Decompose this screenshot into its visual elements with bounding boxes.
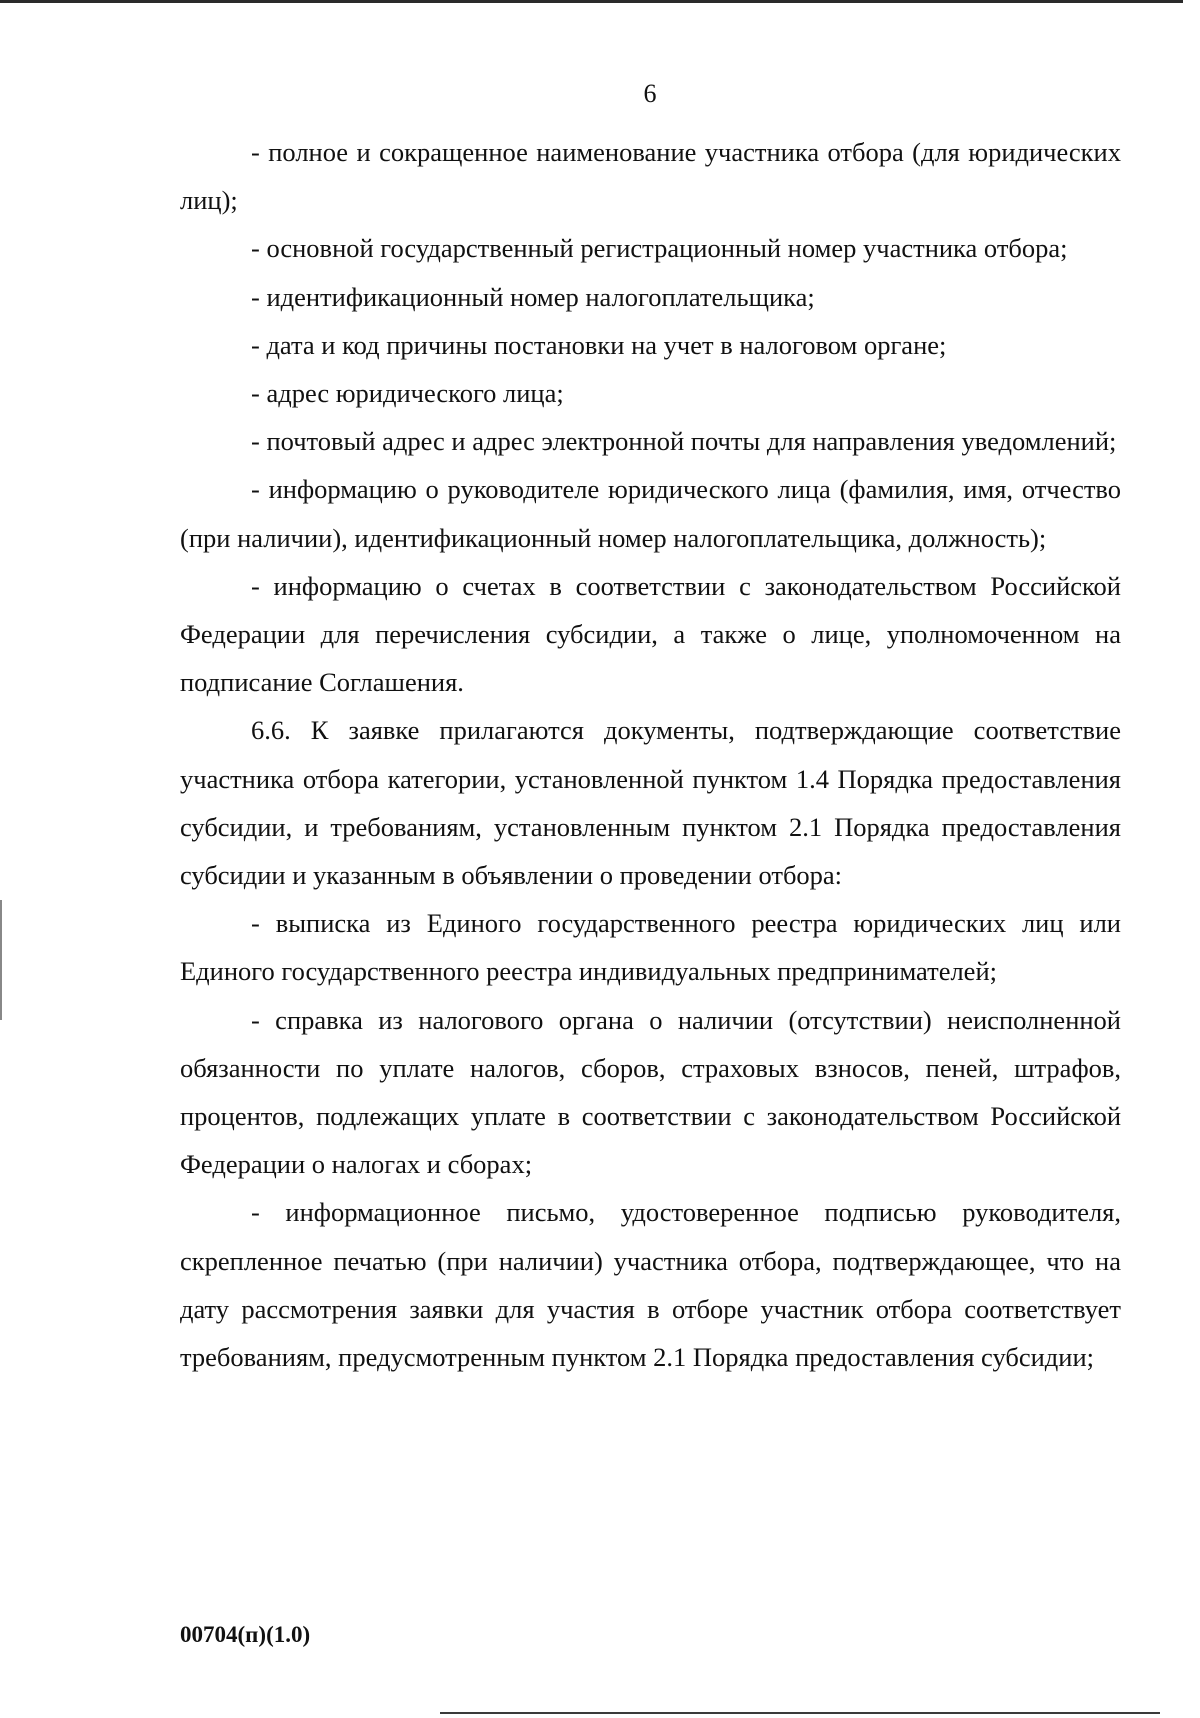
page-number: 6 — [643, 79, 657, 108]
paragraph-director-info: - информацию о руководителе юридического лица (фамилия, имя, отчество (при наличии), идентификационный номер налогоплательщика, должность); — [180, 474, 1121, 553]
scan-bottom-border — [440, 1712, 1160, 1714]
paragraph-ogrn: - основной государственный регистрационный номер участника отбора; — [251, 233, 1068, 264]
paragraph-egrul-extract: - выписка из Единого государственного реестра юридических лиц или Единого государственного реестра индивидуальных предпринимателей; — [180, 908, 1121, 987]
paragraph-postal-address: - почтовый адрес и адрес электронной почты для направления уведомлений; — [251, 426, 1117, 457]
paragraph-inn: - идентификационный номер налогоплательщика; — [251, 281, 815, 312]
document-code: 00704(п)(1.0) — [180, 1622, 311, 1647]
paragraph-tax-certificate: - справка из налогового органа о наличии (отсутствии) неисполненной обязанности по уплате налогов, сборов, страховых взносов, пеней, штрафов, процентов, подлежащих уплате в соответствии с законодательством Российской Федерации о налогах и сборах; — [180, 1004, 1121, 1180]
paragraph-kpp: - дата и код причины постановки на учет в налоговом органе; — [251, 329, 947, 360]
paragraph-full-name: - полное и сокращенное наименование участника отбора (для юридических лиц); — [180, 137, 1121, 216]
paragraph-information-letter: - информационное письмо, удостоверенное подписью руководителя, скрепленное печатью (при наличии) участника отбора, подтверждающее, что на дату рассмотрения заявки для участия в отборе участник отбора соответствует требованиям, предусмотренным пунктом 2.1 Порядка предоставления субсидии; — [180, 1197, 1121, 1373]
paragraph-section-6-6: 6.6. К заявке прилагаются документы, подтверждающие соответствие участника отбора категории, установленной пунктом 1.4 Порядка предоставления субсидии, и требованиям, установленным пунктом 2.1 Порядка предоставления субсидии и указанным в объявлении о проведении отбора: — [180, 715, 1121, 891]
paragraph-accounts-info: - информацию о счетах в соответствии с законодательством Российской Федерации для перечисления субсидии, а также о лице, уполномоченном на подписание Соглашения. — [180, 570, 1121, 698]
paragraph-legal-address: - адрес юридического лица; — [251, 378, 564, 409]
scan-top-border — [0, 0, 1183, 3]
scan-left-edge-mark — [0, 900, 2, 1020]
document-body — [180, 128, 1121, 1381]
